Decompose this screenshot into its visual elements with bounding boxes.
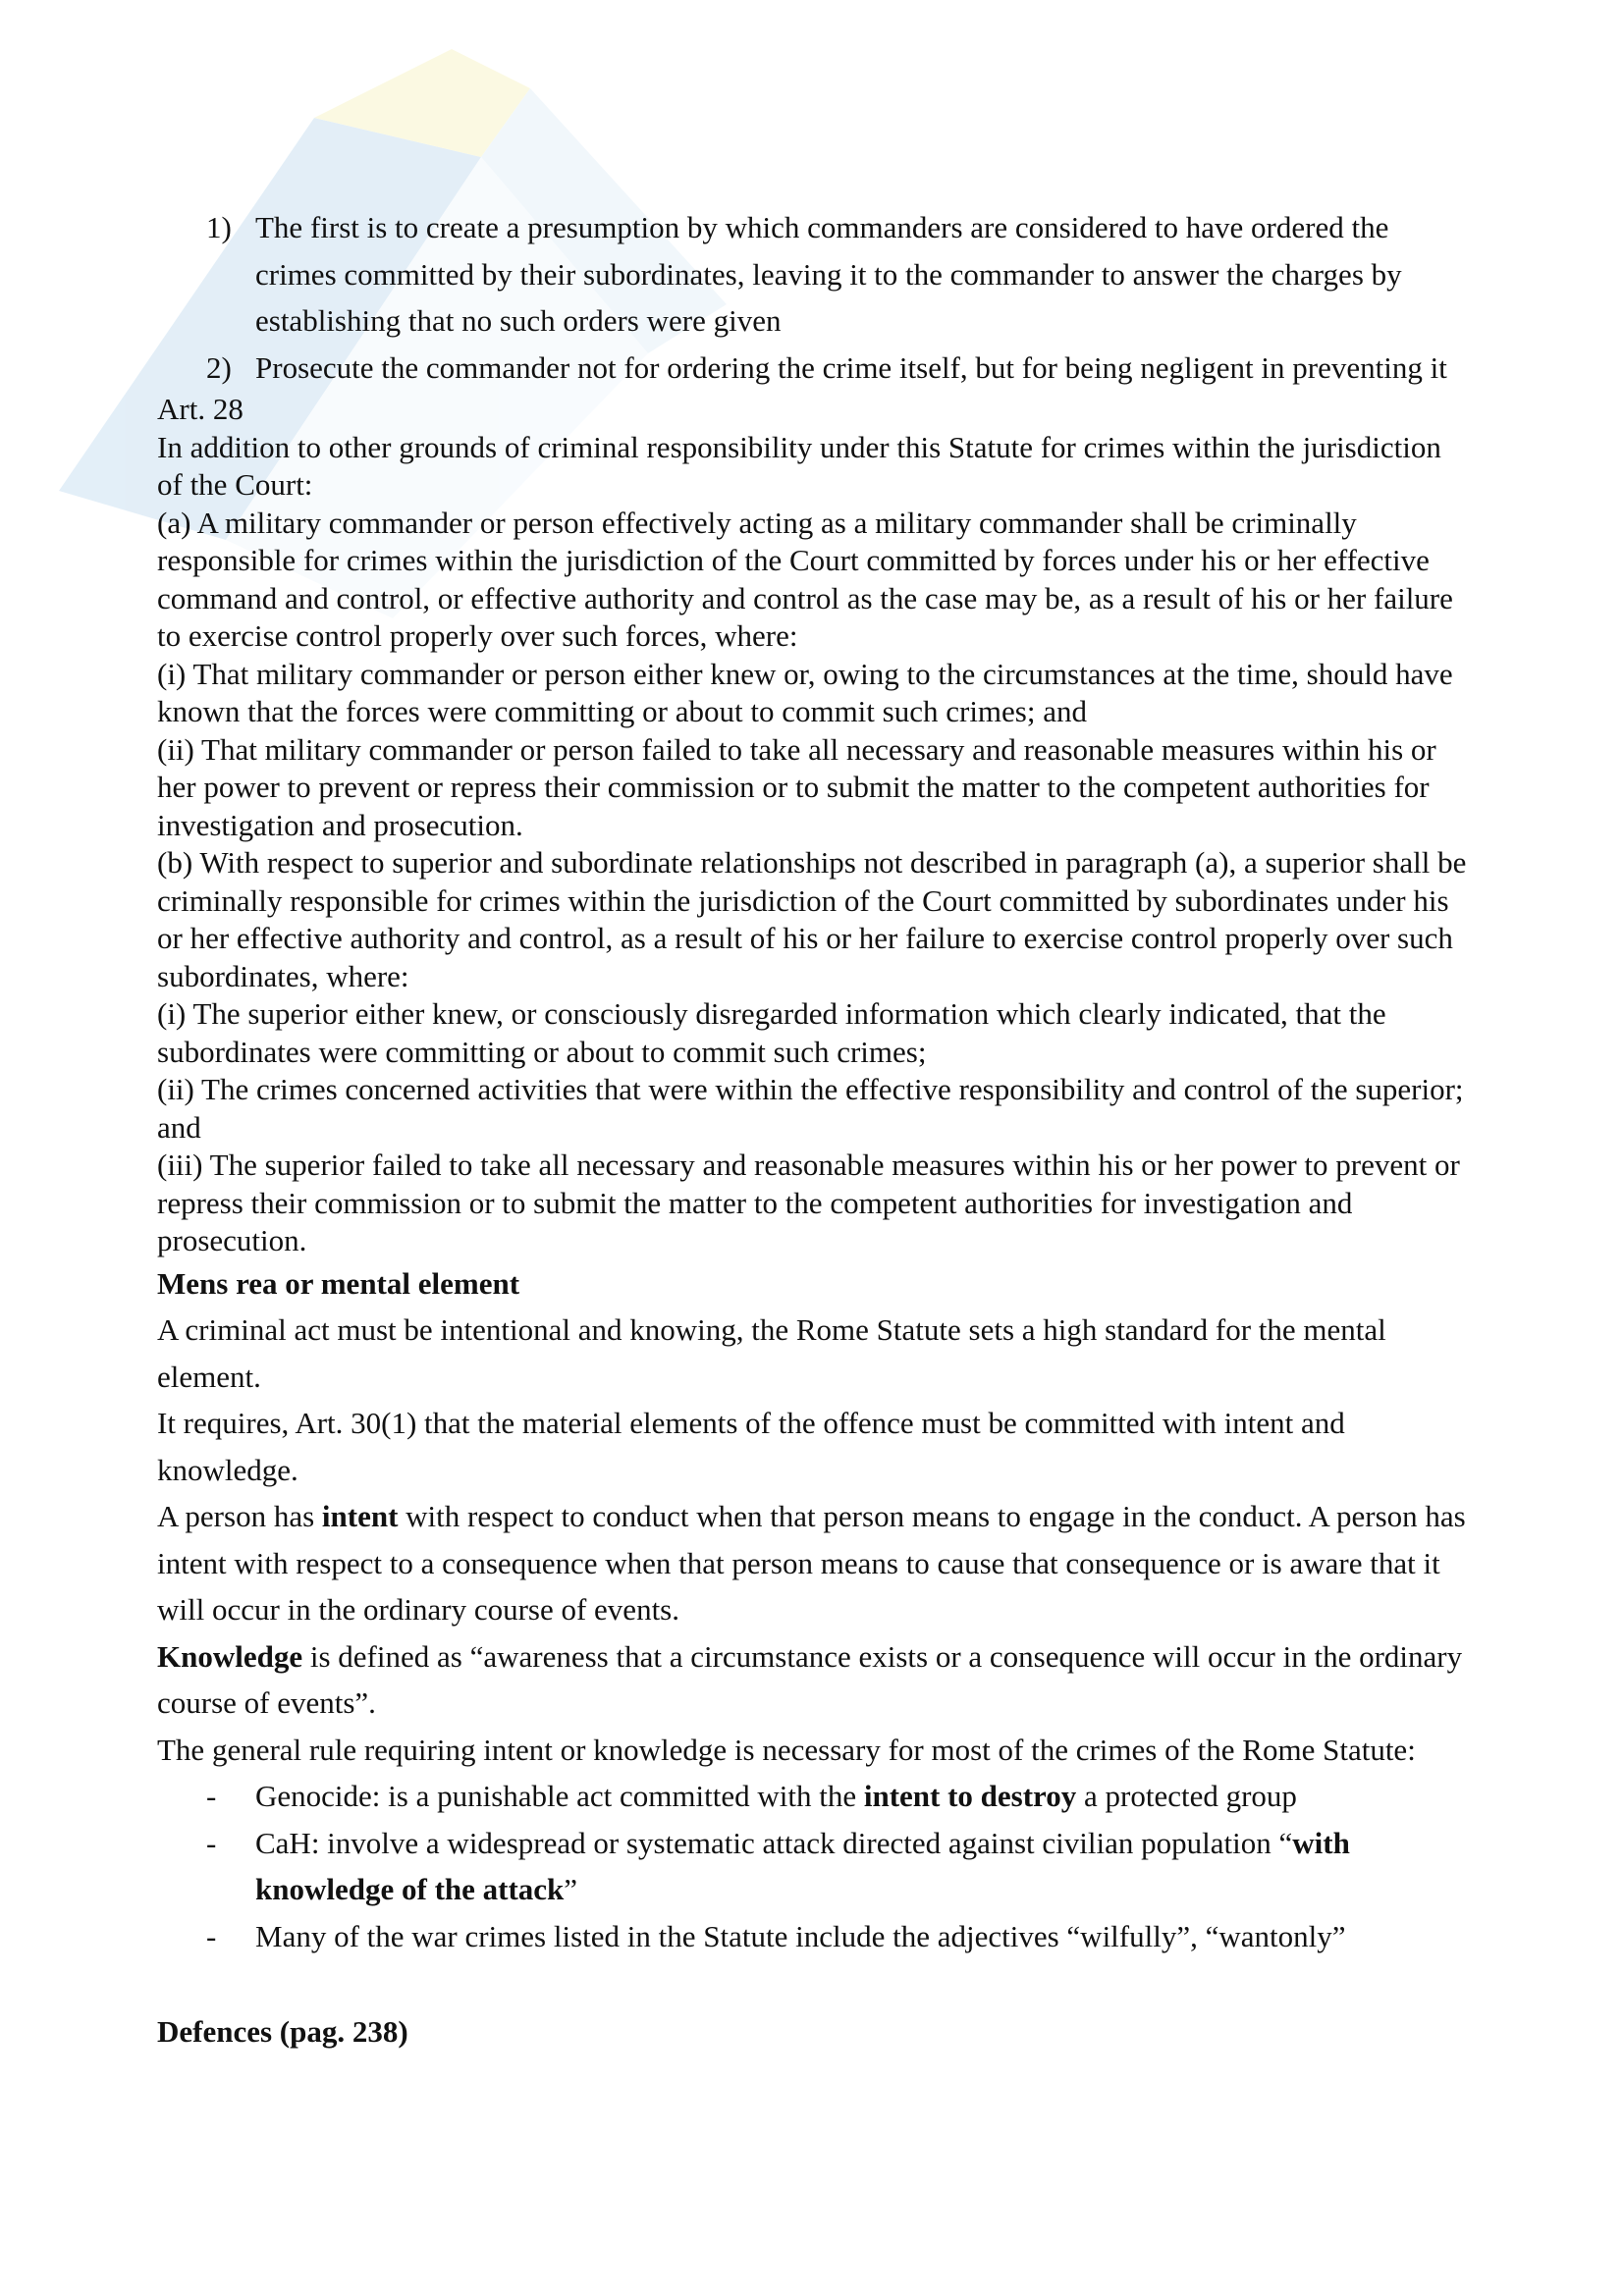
list-item-text: The first is to create a presumption by which commanders are considered to have ordered the crimes committed by their subordinates, leaving it to the commander to answer the charges by establishing that no such orders were given xyxy=(255,210,1402,338)
article-paragraph: (i) The superior either knew, or consciously disregarded information which clearly indicated, that the subordinates were committing or about to commit such crimes; xyxy=(157,996,1386,1069)
text-run: is defined as “awareness that a circumstance exists or a consequence will occur in the ordinary course of events”. xyxy=(157,1638,1463,1720)
article-title: Art. 28 xyxy=(157,392,243,426)
list-item xyxy=(157,204,1473,345)
paragraph: A criminal act must be intentional and knowing, the Rome Statute sets a high standard for the mental element. xyxy=(157,1312,1386,1394)
list-marker: - xyxy=(206,1825,217,1860)
text-run: A person has xyxy=(157,1499,322,1533)
list-marker: - xyxy=(206,1918,217,1953)
section-heading: Mens rea or mental element xyxy=(157,1265,520,1301)
article-paragraph: (b) With respect to superior and subordinate relationships not described in paragraph (a), a superior shall be criminally responsible for crimes within the jurisdiction of the Court committed by subordinates under his or her effective authority and control, as a result of his or her failure to exercise control properly over such subordinates, where: xyxy=(157,845,1467,993)
paragraph xyxy=(157,1633,1473,1727)
article-paragraph: (iii) The superior failed to take all necessary and reasonable measures within his or her power to prevent or repress their commission or to submit the matter to the competent authorities for investigation and prosecution. xyxy=(157,1148,1460,1257)
list-item xyxy=(157,1820,1473,1913)
text-run: CaH: involve a widespread or systematic attack directed against civilian population “ xyxy=(255,1825,1293,1860)
bold-term: intent xyxy=(321,1499,399,1533)
article-paragraph: (i) That military commander or person either knew or, owing to the circumstances at the time, should have known that the forces were committing or about to commit such crimes; and xyxy=(157,656,1453,728)
text-run: a protected group xyxy=(1076,1779,1297,1813)
article-paragraph: (ii) The crimes concerned activities that were within the effective responsibility and control of the superior; and xyxy=(157,1072,1464,1145)
bold-term: Knowledge xyxy=(157,1638,303,1674)
list-marker: 1) xyxy=(206,210,232,244)
article-paragraph: (ii) That military commander or person failed to take all necessary and reasonable measures within his or her power to prevent or repress their commission or to submit the matter to the competent authorities for investigation and prosecution. xyxy=(157,731,1436,842)
defences-heading: Defences (pag. 238) xyxy=(157,2014,408,2049)
text-run: ” xyxy=(564,1872,578,1906)
numbered-list xyxy=(157,204,1473,391)
list-marker: 2) xyxy=(206,349,232,385)
article-paragraph: In addition to other grounds of criminal responsibility under this Statute for crimes within the jurisdiction of the Court: xyxy=(157,429,1441,502)
list-item xyxy=(157,1913,1473,1960)
bold-term: intent to destroy xyxy=(863,1779,1077,1813)
list-item xyxy=(157,345,1473,392)
bold-term: with knowledge of the attack xyxy=(255,1825,1350,1906)
document-body xyxy=(157,204,1473,2086)
paragraph: The general rule requiring intent or knowledge is necessary for most of the crimes of the Rome Statute: xyxy=(157,1732,1416,1767)
dash-list xyxy=(157,1773,1473,1959)
list-item-text: Prosecute the commander not for ordering the crime itself, but for being negligent in preventing it xyxy=(255,349,1447,385)
paragraph xyxy=(157,1493,1473,1633)
article-paragraph: (a) A military commander or person effectively acting as a military commander shall be criminally responsible for crimes within the jurisdiction of the Court committed by forces under his or her effective command and control, or effective authority and control as the case may be, as a result of his or her failure to exercise control properly over such forces, where: xyxy=(157,505,1453,653)
mens-rea-section xyxy=(157,1260,1473,1774)
paragraph: It requires, Art. 30(1) that the material elements of the offence must be committed with intent and knowledge. xyxy=(157,1406,1345,1487)
text-run: Many of the war crimes listed in the Statute include the adjectives “wilfully”, “wantonly” xyxy=(255,1918,1346,1953)
article-28 xyxy=(157,391,1473,1260)
list-item xyxy=(157,1773,1473,1820)
text-run: Genocide: is a punishable act committed with the xyxy=(255,1779,864,1813)
text-run: with respect to conduct when that person means to engage in the conduct. A person has intent with respect to a consequence when that person means to cause that consequence or is aware that it will occur in the ordinary course of events. xyxy=(157,1499,1466,1627)
list-marker: - xyxy=(206,1779,217,1813)
